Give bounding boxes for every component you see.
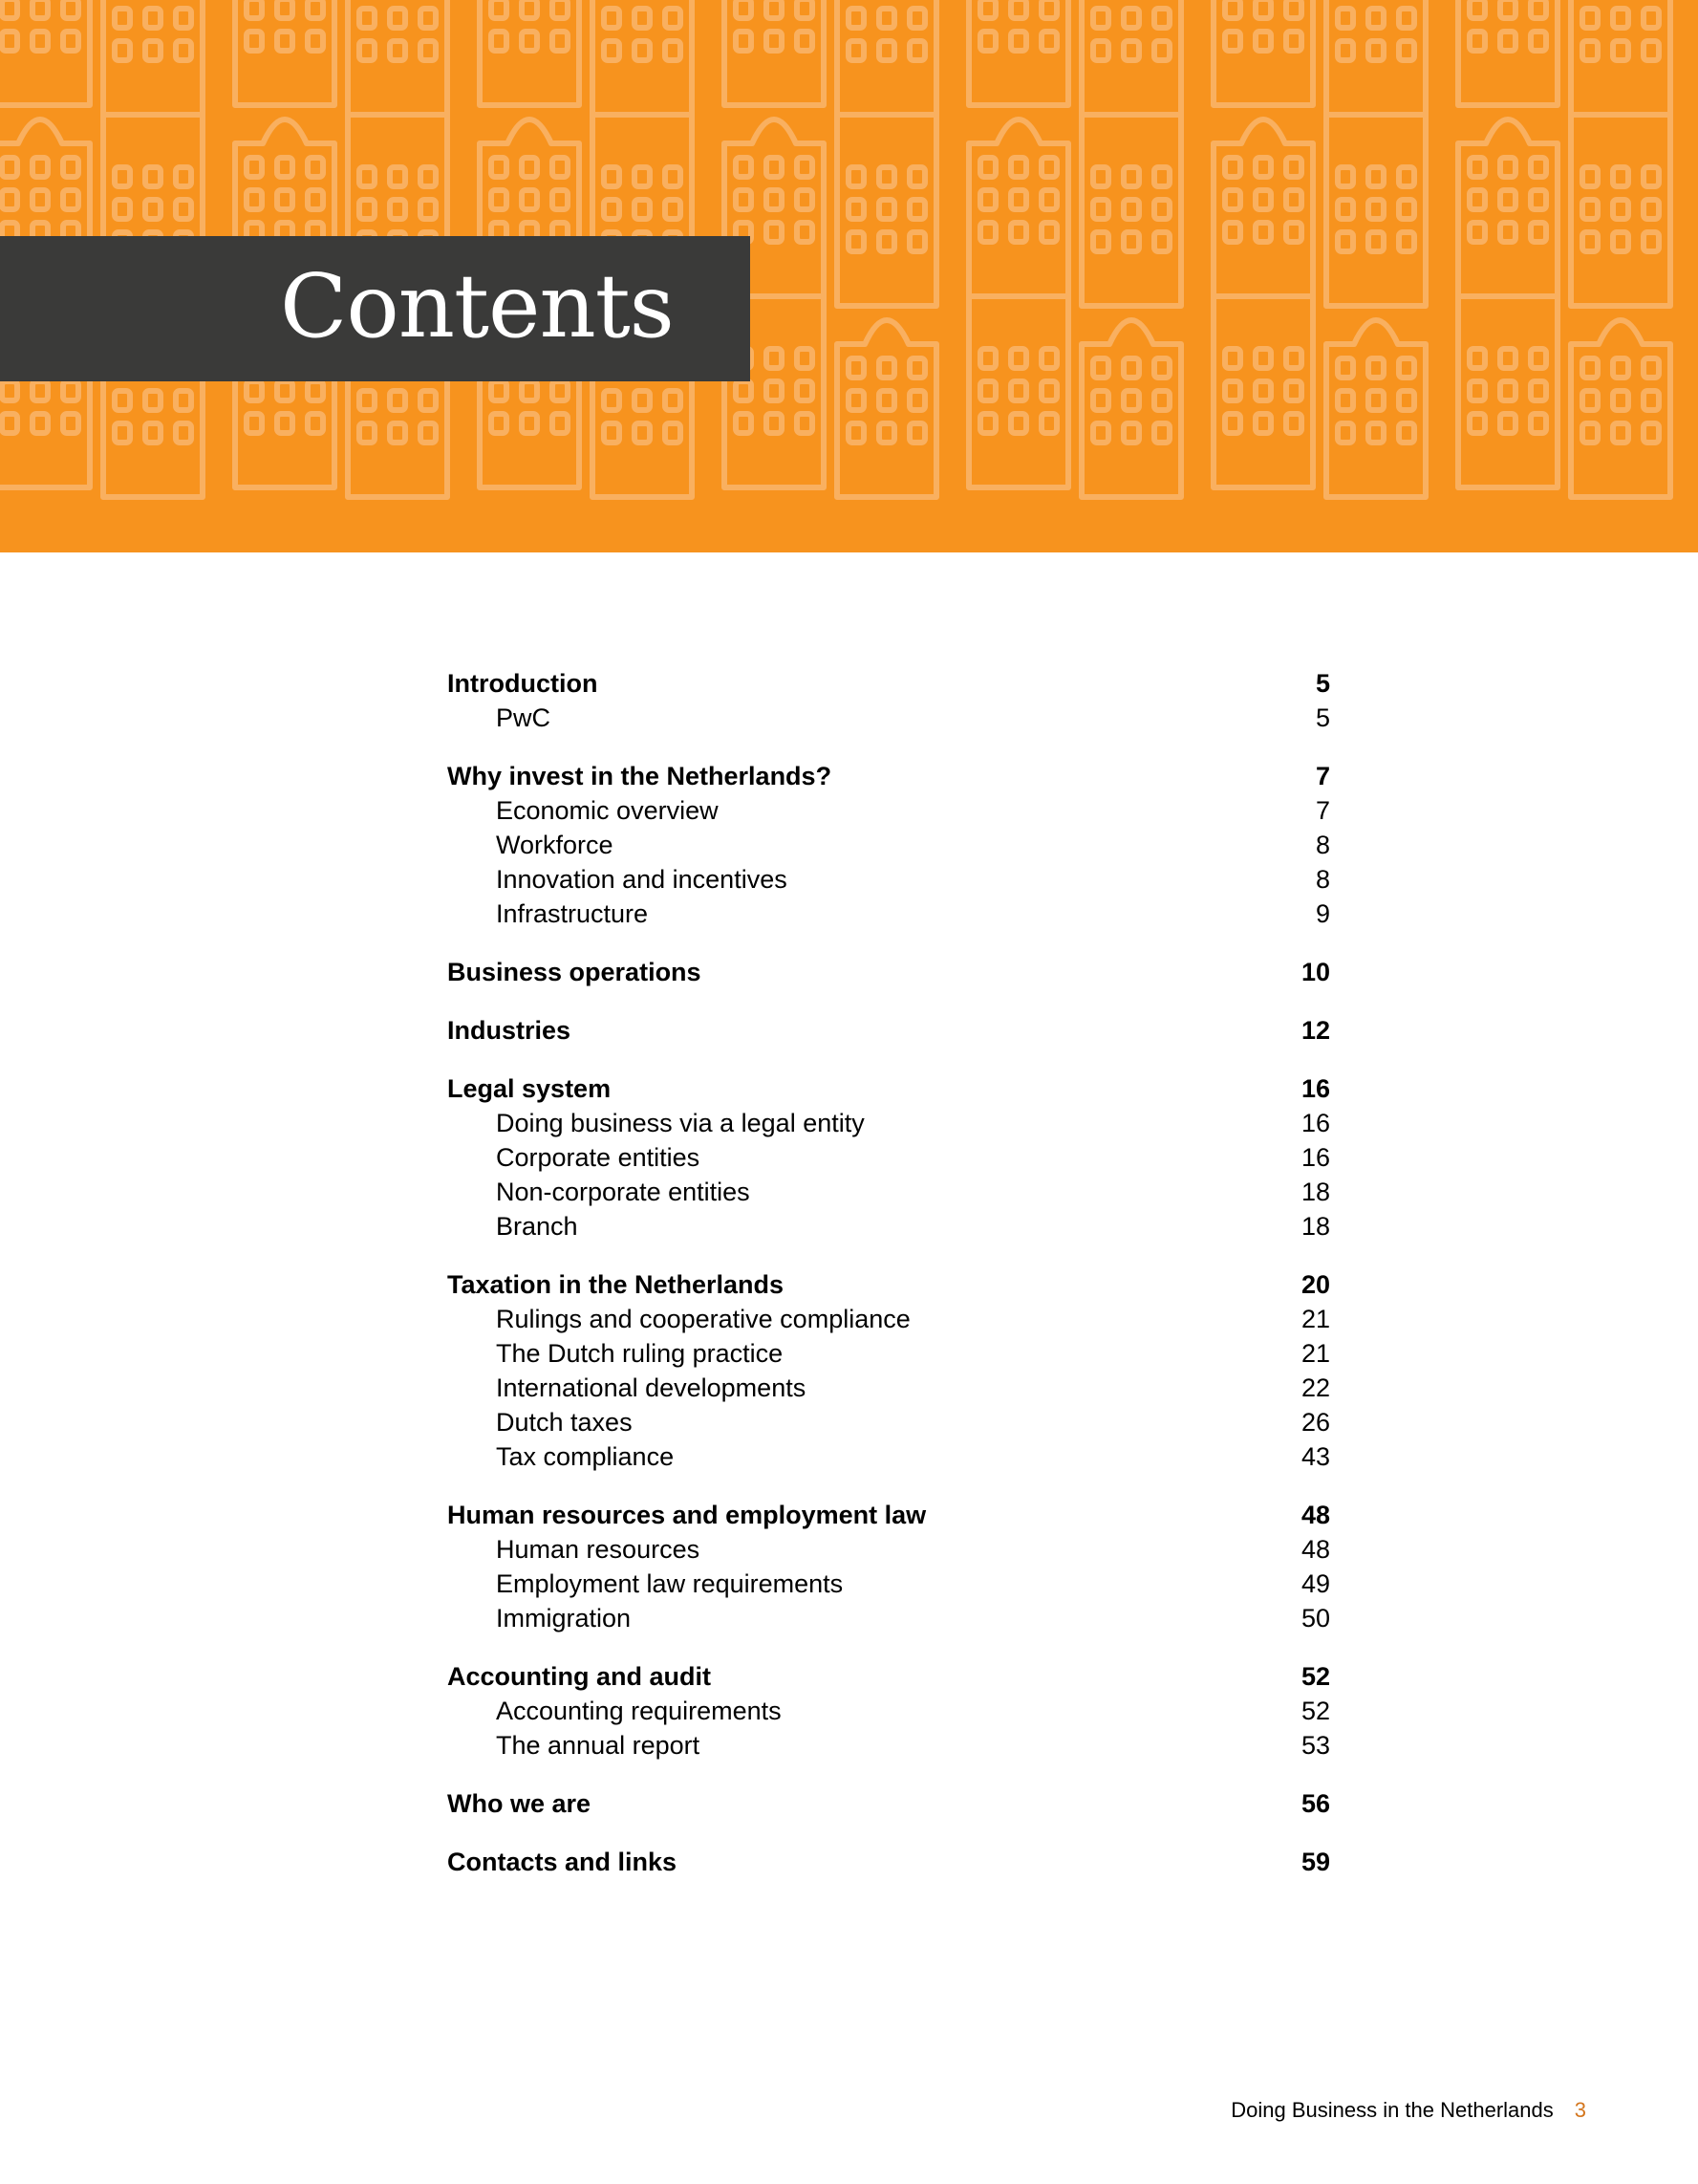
toc-subentry-page: 8 (1315, 831, 1330, 859)
toc-subentry[interactable] (447, 701, 1330, 735)
toc-section (447, 666, 1330, 735)
toc-subentry-title: Immigration (496, 1604, 632, 1633)
toc-entry-title: Taxation in the Netherlands (447, 1270, 785, 1299)
toc-subentry-title: Rulings and cooperative compliance (496, 1305, 911, 1333)
toc-section (447, 1845, 1330, 1879)
toc-subentry-page: 22 (1300, 1373, 1330, 1402)
toc-entry-title: Industries (447, 1016, 571, 1045)
canal-house-icon (1214, 0, 1313, 105)
toc-entry-page: 52 (1300, 1662, 1330, 1691)
toc-subentry-title: Economic overview (496, 796, 719, 825)
toc-entry-page: 16 (1300, 1074, 1330, 1103)
canal-house-icon (1458, 0, 1558, 105)
toc-entry-page: 48 (1300, 1501, 1330, 1529)
toc-subentry[interactable] (447, 1209, 1330, 1243)
canal-house-icon (837, 0, 936, 115)
toc-entry-page: 12 (1300, 1016, 1330, 1045)
page-footer (1231, 2097, 1586, 2124)
toc-subentry[interactable] (447, 1336, 1330, 1371)
toc-subentry-page: 18 (1300, 1178, 1330, 1206)
footer-doc-title: Doing Business in the Netherlands (1231, 2098, 1554, 2122)
canal-house-icon (1326, 0, 1426, 115)
toc-subentry-title: Dutch taxes (496, 1408, 633, 1437)
toc-subentry[interactable] (447, 1567, 1330, 1601)
toc-subentry[interactable] (447, 1371, 1330, 1405)
toc-subentry-title: Workforce (496, 831, 613, 859)
toc-entry[interactable] (447, 1659, 1330, 1694)
header-banner (0, 0, 1698, 552)
toc-subentry-title: PwC (496, 703, 551, 732)
canal-house-icon (1458, 119, 1558, 296)
toc-entry[interactable] (447, 1786, 1330, 1821)
toc-subentry[interactable] (447, 1405, 1330, 1439)
canal-house-icon (592, 0, 692, 115)
toc-subentry[interactable] (447, 1532, 1330, 1567)
toc-subentry[interactable] (447, 862, 1330, 897)
toc-subentry-title: Accounting requirements (496, 1697, 782, 1725)
canal-house-icon (1082, 320, 1181, 497)
toc-subentry[interactable] (447, 1302, 1330, 1336)
toc-subentry[interactable] (447, 1140, 1330, 1175)
toc-subentry[interactable] (447, 828, 1330, 862)
canal-house-icon (1571, 0, 1670, 115)
canal-house-icon (969, 119, 1068, 296)
canal-house-icon (837, 115, 936, 306)
canal-house-icon (969, 0, 1068, 105)
toc-entry-page: 10 (1300, 958, 1330, 986)
canal-house-icon (1082, 115, 1181, 306)
toc-subentry-page: 48 (1300, 1535, 1330, 1564)
toc-entry[interactable] (447, 1267, 1330, 1302)
toc-subentry-title: Employment law requirements (496, 1569, 844, 1598)
toc-entry-page: 5 (1315, 669, 1330, 698)
toc-entry-title: Contacts and links (447, 1848, 677, 1876)
toc-section (447, 1659, 1330, 1762)
toc-entry[interactable] (447, 1013, 1330, 1048)
canal-house-icon (1214, 119, 1313, 296)
toc-subentry-title: Human resources (496, 1535, 700, 1564)
toc-subentry-title: Innovation and incentives (496, 865, 787, 894)
toc-subentry-page: 53 (1300, 1731, 1330, 1760)
toc-entry[interactable] (447, 955, 1330, 989)
toc-subentry-title: International developments (496, 1373, 806, 1402)
canal-house-icon (103, 0, 203, 115)
toc-subentry[interactable] (447, 1175, 1330, 1209)
toc-subentry-page: 18 (1300, 1212, 1330, 1241)
canal-house-icon (1326, 115, 1426, 306)
toc-entry-title: Business operations (447, 958, 701, 986)
canal-house-icon (969, 296, 1068, 487)
canal-house-icon (724, 0, 824, 105)
toc-subentry[interactable] (447, 1601, 1330, 1635)
canal-house-icon (480, 0, 579, 105)
toc-entry-title: Who we are (447, 1789, 591, 1818)
toc-subentry-title: Infrastructure (496, 899, 649, 928)
toc-subentry-page: 52 (1300, 1697, 1330, 1725)
canal-house-icon (1571, 320, 1670, 497)
toc-entry-title: Human resources and employment law (447, 1501, 927, 1529)
toc-entry-title: Legal system (447, 1074, 612, 1103)
canal-house-icon (1082, 0, 1181, 115)
canal-house-icon (235, 0, 334, 105)
page-title: Contents (280, 255, 674, 357)
toc-subentry-page: 43 (1300, 1442, 1330, 1471)
toc-entry-title: Why invest in the Netherlands? (447, 762, 832, 790)
toc-section (447, 759, 1330, 931)
toc-entry-title: Accounting and audit (447, 1662, 711, 1691)
toc-subentry-page: 50 (1300, 1604, 1330, 1633)
toc-entry[interactable] (447, 759, 1330, 793)
toc-subentry-page: 26 (1300, 1408, 1330, 1437)
toc-subentry-page: 21 (1300, 1339, 1330, 1368)
toc-subentry-page: 8 (1315, 865, 1330, 894)
table-of-contents (447, 666, 1330, 1903)
toc-entry[interactable] (447, 666, 1330, 701)
toc-subentry-page: 21 (1300, 1305, 1330, 1333)
toc-entry[interactable] (447, 1498, 1330, 1532)
toc-entry-page: 56 (1300, 1789, 1330, 1818)
canal-house-icon (0, 0, 90, 105)
toc-section (447, 1267, 1330, 1474)
toc-subentry-title: The Dutch ruling practice (496, 1339, 784, 1368)
canal-house-icon (1458, 296, 1558, 487)
toc-subentry[interactable] (447, 1439, 1330, 1474)
toc-entry-page: 59 (1300, 1848, 1330, 1876)
toc-section (447, 1071, 1330, 1243)
footer-page-number: 3 (1574, 2098, 1586, 2122)
toc-subentry-page: 9 (1315, 899, 1330, 928)
canal-house-icon (1571, 115, 1670, 306)
toc-section (447, 955, 1330, 989)
toc-subentry-title: Non-corporate entities (496, 1178, 750, 1206)
toc-entry[interactable] (447, 1845, 1330, 1879)
canal-house-icon (1214, 296, 1313, 487)
toc-subentry-page: 16 (1300, 1109, 1330, 1137)
toc-subentry-page: 5 (1315, 703, 1330, 732)
toc-section (447, 1013, 1330, 1048)
toc-subentry[interactable] (447, 1728, 1330, 1762)
toc-section (447, 1786, 1330, 1821)
toc-entry-title: Introduction (447, 669, 598, 698)
toc-entry-page: 20 (1300, 1270, 1330, 1299)
toc-subentry-page: 49 (1300, 1569, 1330, 1598)
toc-subentry[interactable] (447, 793, 1330, 828)
toc-subentry[interactable] (447, 897, 1330, 931)
toc-subentry-page: 16 (1300, 1143, 1330, 1172)
canal-house-icon (1326, 320, 1426, 497)
toc-subentry-title: Branch (496, 1212, 578, 1241)
title-bar (0, 236, 750, 381)
toc-subentry-title: The annual report (496, 1731, 700, 1760)
toc-section (447, 1498, 1330, 1635)
toc-entry-page: 7 (1315, 762, 1330, 790)
toc-subentry-title: Tax compliance (496, 1442, 675, 1471)
toc-subentry-title: Corporate entities (496, 1143, 700, 1172)
toc-subentry[interactable] (447, 1694, 1330, 1728)
canal-house-icon (837, 320, 936, 497)
toc-subentry-page: 7 (1315, 796, 1330, 825)
toc-entry[interactable] (447, 1071, 1330, 1106)
toc-subentry[interactable] (447, 1106, 1330, 1140)
canal-house-icon (348, 0, 447, 115)
toc-subentry-title: Doing business via a legal entity (496, 1109, 865, 1137)
